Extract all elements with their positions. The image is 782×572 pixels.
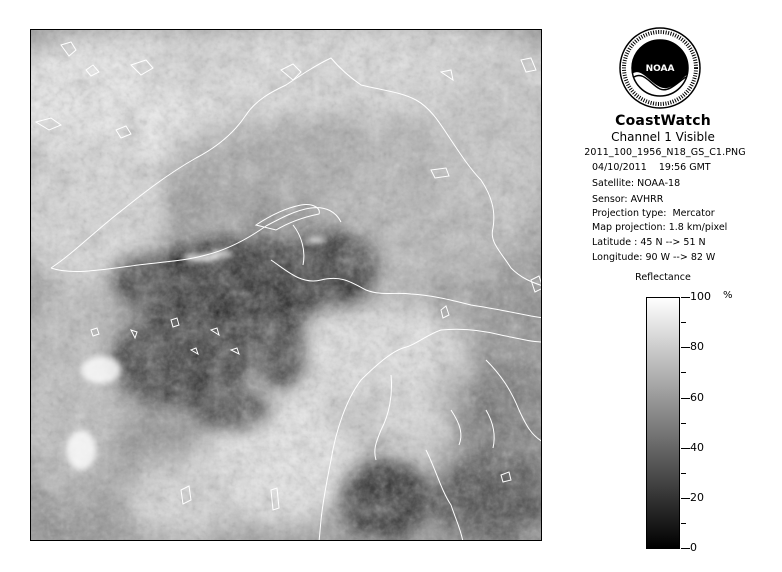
legend-minor-tick (681, 423, 686, 424)
legend-tick (681, 448, 690, 449)
date-time: 04/10/2011 19:56 GMT (592, 162, 711, 173)
legend-tick (681, 297, 690, 298)
file-name: 2011_100_1956_N18_GS_C1.PNG (584, 147, 746, 158)
satellite-image (30, 29, 542, 541)
channel-subtitle: Channel 1 Visible (611, 130, 715, 144)
legend-tick-label: 80 (690, 340, 704, 353)
noaa-logo-text: NOAA (645, 64, 675, 74)
sensor-info: Sensor: AVHRR (592, 194, 664, 205)
legend-tick-label: 20 (690, 491, 704, 504)
latitude-range: Latitude : 45 N --> 51 N (592, 237, 706, 248)
legend-minor-tick (681, 322, 686, 323)
projection-type: Projection type: Mercator (592, 208, 715, 219)
noaa-logo (619, 27, 701, 109)
map-projection: Map projection: 1.8 km/pixel (592, 222, 728, 233)
legend-tick-label: 0 (690, 541, 697, 554)
legend-tick (681, 347, 690, 348)
legend-tick-label: 40 (690, 441, 704, 454)
legend-tick-label: 100 (690, 290, 711, 303)
legend-tick (681, 548, 690, 549)
reflectance-colorbar (646, 297, 680, 549)
legend-minor-tick (681, 473, 686, 474)
legend-unit: % (723, 290, 733, 301)
legend-tick (681, 498, 690, 499)
legend-tick (681, 398, 690, 399)
product-title: CoastWatch (615, 113, 711, 129)
satellite-info: Satellite: NOAA-18 (592, 178, 681, 189)
legend-minor-tick (681, 372, 686, 373)
legend-minor-tick (681, 523, 686, 524)
fine-texture (31, 30, 542, 541)
legend-title: Reflectance (635, 272, 691, 283)
legend-tick-label: 60 (690, 391, 704, 404)
longitude-range: Longitude: 90 W --> 82 W (592, 252, 716, 263)
